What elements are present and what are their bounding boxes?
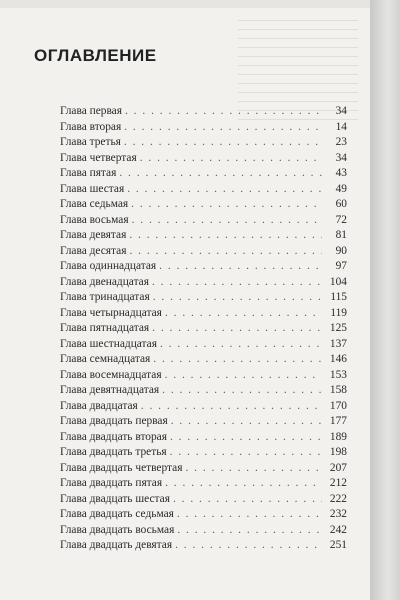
toc-entry-label: Глава двадцать вторая xyxy=(60,430,167,443)
toc-entry-label: Глава четвертая xyxy=(60,151,137,164)
toc-entry-label: Глава четырнадцатая xyxy=(60,306,162,319)
toc-entry-label: Глава двенадцатая xyxy=(60,275,149,288)
toc-entry xyxy=(60,493,347,509)
toc-entry xyxy=(60,307,347,323)
toc-entry-page-number: 242 xyxy=(329,523,347,536)
toc-entry xyxy=(60,121,347,137)
toc-entry xyxy=(60,415,347,431)
toc-entry-page-number: 23 xyxy=(335,136,347,148)
toc-entry xyxy=(60,477,347,493)
toc-leader-dots xyxy=(159,260,322,272)
toc-leader-dots xyxy=(173,493,322,505)
toc-entry-label: Глава восьмая xyxy=(60,213,129,226)
toc-entry xyxy=(60,462,347,478)
toc-leader-dots xyxy=(175,539,322,551)
toc-entry-page-number: 137 xyxy=(329,337,347,350)
toc-entry-page-number: 146 xyxy=(329,353,347,365)
toc-entry xyxy=(60,524,347,540)
toc-entry-page-number: 222 xyxy=(329,492,347,505)
toc-entry-page-number: 34 xyxy=(335,105,347,117)
toc-leader-dots xyxy=(119,167,322,179)
toc-entry-page-number: 34 xyxy=(335,151,347,164)
toc-entry xyxy=(60,260,347,276)
toc-entry-label: Глава двадцать восьмая xyxy=(60,523,175,536)
toc-entry xyxy=(60,539,347,555)
toc-entry xyxy=(60,214,347,230)
toc-entry-page-number: 207 xyxy=(329,461,347,474)
toc-entry-label: Глава двадцать шестая xyxy=(60,492,170,505)
toc-entry xyxy=(60,291,347,307)
toc-leader-dots xyxy=(129,245,322,257)
toc-entry-page-number: 60 xyxy=(335,198,347,210)
toc-leader-dots xyxy=(140,152,322,164)
toc-entry-label: Глава первая xyxy=(60,105,122,117)
toc-entry-page-number: 212 xyxy=(329,477,347,489)
toc-entry xyxy=(60,446,347,462)
toc-entry-label: Глава девятнадцатая xyxy=(60,384,160,396)
toc-entry-page-number: 189 xyxy=(329,430,347,443)
toc-leader-dots xyxy=(127,183,322,195)
toc-entry-page-number: 177 xyxy=(329,415,347,427)
toc-entry-page-number: 49 xyxy=(335,182,347,195)
toc-entry-page-number: 119 xyxy=(330,306,347,319)
toc-entry-label: Глава десятая xyxy=(60,244,127,257)
toc-leader-dots xyxy=(152,276,322,288)
toc-entry-label: Глава шестнадцатая xyxy=(60,337,157,350)
toc-leader-dots xyxy=(171,415,322,427)
toc-entry-page-number: 153 xyxy=(329,368,347,381)
toc-entry xyxy=(60,508,347,524)
toc-entry-label: Глава шестая xyxy=(60,182,125,195)
toc-entry xyxy=(60,136,347,152)
toc-entry-label: Глава третья xyxy=(60,136,121,148)
toc-entry xyxy=(60,183,347,199)
toc-entry xyxy=(60,353,347,369)
toc-entry-page-number: 170 xyxy=(329,399,347,412)
toc-entry-label: Глава восемнадцатая xyxy=(60,368,162,381)
toc-leader-dots xyxy=(165,307,322,319)
toc-entry-label: Глава двадцатая xyxy=(60,399,138,412)
toc-leader-dots xyxy=(185,462,322,474)
toc-leader-dots xyxy=(132,214,322,226)
toc-entry-label: Глава тринадцатая xyxy=(60,291,150,303)
toc-leader-dots xyxy=(125,105,322,117)
page-title: ОГЛАВЛЕНИЕ xyxy=(34,46,157,65)
toc-entry-page-number: 125 xyxy=(329,322,347,334)
toc-entry-page-number: 72 xyxy=(335,213,347,226)
toc-entry xyxy=(60,245,347,261)
toc-entry xyxy=(60,400,347,416)
toc-entry xyxy=(60,369,347,385)
toc-leader-dots xyxy=(177,524,322,536)
toc-entry xyxy=(60,322,347,338)
toc-entry xyxy=(60,338,347,354)
toc-entry-page-number: 158 xyxy=(329,384,347,396)
toc-entry-page-number: 104 xyxy=(329,275,347,288)
toc-entry xyxy=(60,105,347,121)
toc-entry-page-number: 97 xyxy=(335,260,347,272)
toc-leader-dots xyxy=(153,291,322,303)
toc-leader-dots xyxy=(170,446,322,458)
toc-entry-label: Глава двадцать девятая xyxy=(60,539,173,551)
toc-entry-label: Глава седьмая xyxy=(60,198,129,210)
toc-entry xyxy=(60,152,347,168)
toc-leader-dots xyxy=(165,477,322,489)
toc-leader-dots xyxy=(124,121,322,133)
toc-entry xyxy=(60,431,347,447)
toc-leader-dots xyxy=(124,136,322,148)
toc-entry-page-number: 43 xyxy=(335,167,347,179)
toc-entry-label: Глава двадцать первая xyxy=(60,415,168,427)
toc-entry-label: Глава семнадцатая xyxy=(60,353,151,365)
toc-entry-label: Глава двадцать пятая xyxy=(60,477,163,489)
toc-entry xyxy=(60,167,347,183)
toc-entry-label: Глава одиннадцатая xyxy=(60,260,157,272)
toc-leader-dots xyxy=(153,353,322,365)
toc-entry xyxy=(60,276,347,292)
page-top-edge xyxy=(0,0,370,8)
toc-entry-page-number: 14 xyxy=(335,120,347,133)
toc-entry-page-number: 198 xyxy=(329,446,347,458)
toc-entry-label: Глава пятая xyxy=(60,167,117,179)
toc-leader-dots xyxy=(131,198,322,210)
toc-leader-dots xyxy=(177,508,322,520)
toc-entry-label: Глава пятнадцатая xyxy=(60,322,150,334)
toc-leader-dots xyxy=(165,369,322,381)
toc-entry-label: Глава девятая xyxy=(60,229,127,241)
toc-entry-label: Глава вторая xyxy=(60,120,122,133)
toc-leader-dots xyxy=(129,229,322,241)
toc-entry-label: Глава двадцать четвертая xyxy=(60,461,183,474)
table-of-contents xyxy=(60,105,347,555)
toc-entry xyxy=(60,198,347,214)
toc-entry-page-number: 81 xyxy=(335,229,347,241)
toc-entry xyxy=(60,229,347,245)
toc-leader-dots xyxy=(141,400,322,412)
toc-entry-page-number: 232 xyxy=(329,508,347,520)
toc-entry-page-number: 251 xyxy=(329,539,347,551)
toc-entry-label: Глава двадцать седьмая xyxy=(60,508,174,520)
toc-leader-dots xyxy=(170,431,322,443)
toc-entry xyxy=(60,384,347,400)
toc-entry-page-number: 90 xyxy=(335,244,347,257)
toc-entry-label: Глава двадцать третья xyxy=(60,446,167,458)
toc-leader-dots xyxy=(160,338,322,350)
book-gutter xyxy=(370,0,400,600)
toc-leader-dots xyxy=(152,322,322,334)
toc-leader-dots xyxy=(162,384,322,396)
toc-entry-page-number: 115 xyxy=(330,291,347,303)
